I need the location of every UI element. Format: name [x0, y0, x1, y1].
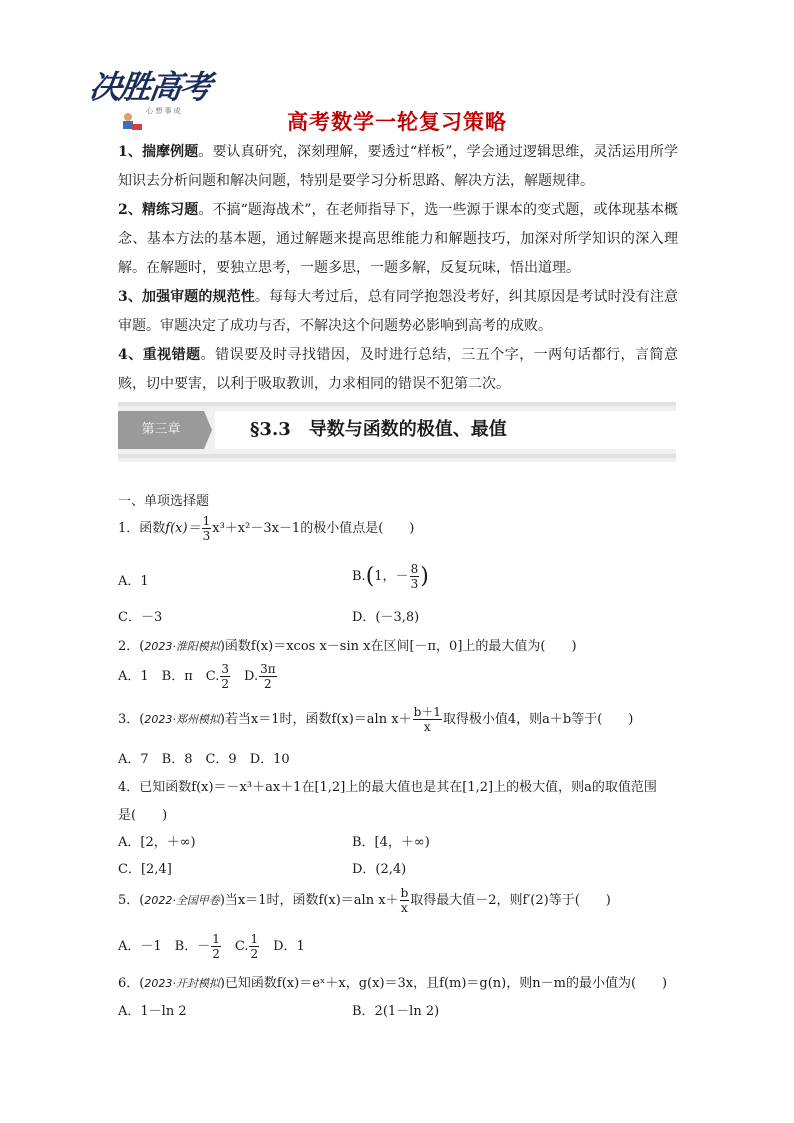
q2-d-den: 2	[264, 677, 272, 691]
q6-text: )已知函数f(x)＝eˣ＋x，g(x)＝3x，且f(m)＝g(n)，则n－m的最小值为( )	[219, 976, 668, 991]
q1-pre: 函数	[139, 521, 166, 536]
q5-b-num: 1	[212, 932, 220, 946]
strategy-3	[118, 283, 678, 341]
logo-subtitle: 心 想 事 成	[146, 107, 181, 115]
q1-b-frac-den: 3	[410, 577, 419, 591]
q5-b-den: 2	[212, 947, 220, 961]
q3-text-b: 取得极小值4，则a＋b等于( )	[442, 712, 634, 727]
strategy-3-body: 。每每大考过后，总有同学抱怨没考好，纠其原因是考试时没有注意审题。审题决定了成功与否，不解决这个问题势必影响到高考的成败。	[118, 289, 679, 334]
q4-option-c[interactable]: C．[2,4]	[118, 862, 172, 877]
q2-c-fraction	[220, 662, 230, 691]
q1-option-d[interactable]: D．(－3,8)	[352, 610, 420, 625]
q3-source: 2023·郑州模拟	[144, 713, 220, 726]
q5-text-b: 取得最大值－2，则f′(2)等于( )	[410, 893, 611, 908]
q1-b-rparen: )	[420, 564, 429, 589]
q4-option-b[interactable]: B．[4，＋∞)	[352, 835, 430, 850]
question-5	[118, 886, 611, 915]
q1-option-b[interactable]	[352, 562, 429, 591]
strategy-3-head: 3、加强审题的规范性	[118, 289, 255, 305]
question-section-heading: 一、单项选择题	[118, 494, 210, 509]
chapter-tab: 第三章	[118, 411, 204, 449]
q3-fraction	[413, 705, 442, 734]
q2-options	[118, 662, 278, 691]
q6-option-b[interactable]: B．2(1－ln 2)	[352, 1004, 440, 1019]
q6-option-a[interactable]: A．1－ln 2	[118, 1004, 187, 1019]
q2-options-mid: D.	[231, 669, 259, 684]
q5-options-mid: C.	[221, 939, 249, 954]
q4-option-a[interactable]: A．[2，＋∞)	[118, 835, 196, 850]
q3-number: 3．(	[118, 712, 145, 727]
q2-d-fraction	[259, 662, 277, 691]
q1-frac-num: 1	[202, 514, 211, 528]
strategy-1-body: 。要认真研究，深刻理解，要透过“样板”，学会通过逻辑思维，灵活运用所学知识去分析问题和解决问题，特别是要学习分析思路、解决方法，解题规律。	[118, 144, 679, 189]
banner-bottom-rule	[118, 454, 676, 458]
q3-text-a: )若当x＝1时，函数f(x)＝aln x＋	[219, 712, 412, 727]
strategy-1	[118, 138, 678, 196]
q2-c-den: 2	[221, 677, 230, 691]
q1-fraction	[202, 514, 212, 543]
q5-c-fraction	[249, 932, 259, 961]
q2-c-num: 3	[221, 662, 230, 676]
q5-options-ab: A．－1 B．－	[118, 939, 211, 954]
q5-number: 5．(	[118, 893, 145, 908]
q1-number: 1．	[118, 521, 140, 536]
q1-frac-den: 3	[202, 529, 211, 543]
strategy-2-body: 。不搞“题海战术”，在老师指导下，选一些源于课本的变式题，或体现基本概念、基本方法的基本题，通过解题来提高思维能力和解题技巧，加深对所学知识的深入理解。在解题时，要独立思考，一题多思，一题多解，反复玩味，悟出道理。	[118, 202, 679, 276]
q3-options: A．7 B．8 C．9 D．10	[118, 752, 290, 767]
strategy-4-head: 4、重视错题	[118, 347, 201, 363]
q5-c-den: 2	[250, 947, 259, 961]
q5-fraction	[400, 886, 410, 915]
q1-fx: f(x)＝	[165, 521, 201, 536]
strategy-4-body: 。错误要及时寻找错因，及时进行总结，三五个字，一两句话都行，言简意赅，切中要害，以利于吸取教训，力求相同的错误不犯第二次。	[118, 347, 678, 392]
q2-options-ab: A．1 B．π C.	[118, 669, 220, 684]
q5-frac-den: x	[401, 901, 408, 915]
q3-frac-den: x	[423, 720, 431, 734]
chapter-banner	[118, 402, 676, 462]
q2-number: 2．(	[118, 639, 145, 654]
q5-options	[118, 932, 305, 961]
strategy-4	[118, 341, 678, 399]
banner-top-rule	[118, 402, 676, 406]
q1-option-a[interactable]: A．1	[118, 574, 149, 589]
chapter-tab-arrow	[204, 411, 212, 449]
logo-text: 决胜高考	[87, 68, 213, 106]
q5-b-fraction	[211, 932, 221, 961]
q5-options-end: D．1	[260, 939, 305, 954]
q1-b-fraction	[410, 562, 420, 591]
q5-text-a: )当x＝1时，函数f(x)＝aln x＋	[219, 893, 399, 908]
q1-option-c[interactable]: C．－3	[118, 610, 163, 625]
question-3	[118, 705, 633, 734]
q6-number: 6．(	[118, 976, 145, 991]
q2-d-num: 3π	[260, 662, 276, 676]
question-4-line-1: 4．已知函数f(x)＝－x³＋ax＋1在[1,2]上的最大值也是其在[1,2]上的极大值，则a的取值范围	[118, 780, 657, 795]
q1-b-lparen: (	[365, 564, 375, 589]
q1-rest: x³＋x²－3x－1的极小值点是( )	[212, 521, 415, 536]
q5-frac-num: b	[400, 886, 409, 900]
q1-b-frac-num: 8	[410, 562, 419, 576]
q6-source: 2023·开封模拟	[144, 977, 220, 990]
q2-text: )函数f(x)＝xcos x－sin x在区间[－π，0]上的最大值为( )	[219, 639, 577, 654]
strategy-2	[118, 196, 678, 283]
q1-b-val: 1，－	[374, 569, 409, 584]
q2-source: 2023·淮阳模拟	[144, 640, 220, 653]
strategy-1-head: 1、揣摩例题	[118, 144, 199, 160]
question-1	[118, 514, 414, 543]
section-title: §3.3 导数与函数的极值、最值	[250, 419, 507, 440]
strategy-2-head: 2、精练习题	[118, 202, 199, 218]
question-2	[118, 635, 577, 654]
q3-frac-num: b＋1	[413, 705, 441, 719]
q4-option-d[interactable]: D．(2,4)	[352, 862, 407, 877]
question-6	[118, 972, 667, 991]
q5-source: 2022·全国甲卷	[144, 894, 220, 907]
page-title: 高考数学一轮复习策略	[287, 110, 507, 134]
q1-b-label: B.	[352, 569, 366, 584]
question-4-line-2: 是( )	[118, 808, 168, 823]
q5-c-num: 1	[250, 932, 259, 946]
